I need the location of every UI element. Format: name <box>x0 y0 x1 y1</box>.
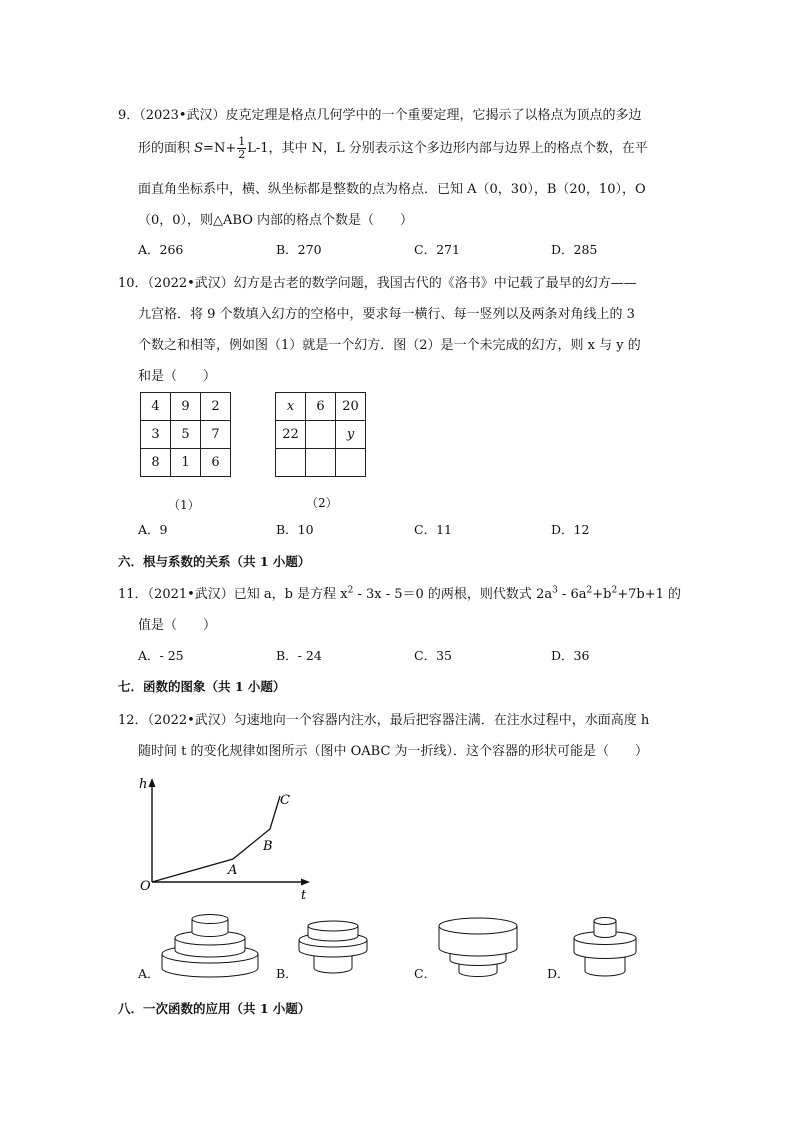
ms2-cell <box>276 449 306 477</box>
q11-option-a[interactable]: A．- 25 <box>138 648 184 663</box>
figure-caption-2: （2） <box>306 496 338 510</box>
ms1-cell: 9 <box>171 393 201 421</box>
q11-sup: 2 <box>347 585 354 596</box>
magic-square-2 <box>275 392 366 477</box>
label-t: t <box>301 888 307 903</box>
q11-text: - 6a <box>557 587 587 602</box>
q11-line-2: 值是（ ） <box>138 618 217 633</box>
ms1-cell: 3 <box>141 421 171 449</box>
ms1-cell: 5 <box>171 421 201 449</box>
q10-option-a[interactable]: A．9 <box>138 522 168 537</box>
t-axis-arrow-icon <box>301 879 310 886</box>
q9-option-a[interactable]: A．266 <box>138 242 184 257</box>
section-heading-8: 八．一次函数的应用（共 1 小题） <box>118 1001 311 1016</box>
q11-line-1 <box>118 583 681 602</box>
q9-line-2 <box>138 136 648 161</box>
fraction-one-half: $\frac{1}{2}$ <box>238 135 246 161</box>
q11-sup: 2 <box>611 585 618 596</box>
magic-square-1 <box>140 392 231 477</box>
q12-option-b[interactable]: B． <box>276 966 298 981</box>
label-c: C <box>280 793 290 808</box>
ms1-cell: 2 <box>201 393 231 421</box>
ms2-cell: 22 <box>276 421 306 449</box>
ms1-cell: 1 <box>171 449 201 477</box>
q11-option-d[interactable]: D．36 <box>551 648 590 663</box>
q9-line-3: 面直角坐标系中，横、纵坐标都是整数的点为格点．已知 A（0，30），B（20，10），O <box>138 182 646 197</box>
q10-line-1: 10．（2022•武汉）幻方是古老的数学问题，我国古代的《洛书》中记载了最早的幻方—— <box>118 276 637 291</box>
q9-text: =N+ <box>203 141 237 156</box>
q12-line-2: 随时间 t 的变化规律如图所示（图中 OABC 为一折线）．这个容器的形状可能是（ ） <box>138 744 649 759</box>
q12-option-d[interactable]: D． <box>547 966 570 981</box>
q9-text: 形的面积 <box>138 141 195 156</box>
q9-text: ，其中 N，L 分别表示这个多边形内部与边界上的格点个数，在平 <box>268 141 648 156</box>
q10-option-b[interactable]: B．10 <box>276 522 314 537</box>
ms1-cell: 7 <box>201 421 231 449</box>
ms2-cell <box>306 449 336 477</box>
h-axis-arrow-icon <box>149 778 156 787</box>
ms2-cell: 6 <box>306 393 336 421</box>
container-d-icon[interactable] <box>572 914 638 980</box>
q10-option-c[interactable]: C．11 <box>414 522 452 537</box>
q9-line-1: 9．（2023•武汉）皮克定理是格点几何学中的一个重要定理，它揭示了以格点为顶点的多边 <box>118 108 642 123</box>
polyline-oabc <box>152 796 280 882</box>
ms2-cell-x: x <box>276 393 306 421</box>
water-height-graph <box>130 768 330 904</box>
q11-text: 11．（2021•武汉）已知 a，b 是方程 x <box>118 587 348 602</box>
ms2-cell <box>306 421 336 449</box>
q11-text: +7b+1 的 <box>617 587 681 602</box>
ms2-cell <box>336 449 366 477</box>
q9-option-b[interactable]: B．270 <box>276 242 322 257</box>
q9-text: L-1 <box>247 141 269 156</box>
q11-text: - 3x - 5＝0 的两根，则代数式 2a <box>353 587 553 602</box>
container-b-icon[interactable] <box>296 918 370 980</box>
q10-option-d[interactable]: D．12 <box>551 522 590 537</box>
q10-line-2: 九宫格．将 9 个数填入幻方的空格中，要求每一横行、每一竖列以及两条对角线上的 3 <box>138 307 635 322</box>
q10-line-4: 和是（ ） <box>138 369 217 384</box>
q11-text: +b <box>592 587 612 602</box>
ms1-cell: 6 <box>201 449 231 477</box>
ms2-cell-y: y <box>336 421 366 449</box>
label-h: h <box>139 777 148 792</box>
label-a: A <box>228 863 238 878</box>
q11-sup: 3 <box>552 585 558 596</box>
ms1-cell: 8 <box>141 449 171 477</box>
q9-var-s: S <box>194 141 204 156</box>
ms1-cell: 4 <box>141 393 171 421</box>
q9-option-d[interactable]: D．285 <box>551 242 598 257</box>
ms2-cell: 20 <box>336 393 366 421</box>
section-heading-7: 七．函数的图象（共 1 小题） <box>118 679 286 694</box>
q9-option-c[interactable]: C．271 <box>414 242 460 257</box>
q12-option-a[interactable]: A． <box>138 966 160 981</box>
q12-line-1: 12．（2022•武汉）匀速地向一个容器内注水，最后把容器注满．在注水过程中，水面高度 h <box>118 713 650 728</box>
container-c-icon[interactable] <box>436 914 520 980</box>
figure-caption-1: （1） <box>168 498 200 512</box>
label-o: O <box>140 879 151 894</box>
container-a-icon[interactable] <box>158 912 262 980</box>
q10-line-3: 个数之和相等，例如图（1）就是一个幻方．图（2）是一个未完成的幻方，则 x 与 y 的 <box>138 338 641 353</box>
q12-option-c[interactable]: C． <box>414 966 437 981</box>
section-heading-6: 六．根与系数的关系（共 1 小题） <box>118 554 311 569</box>
q11-sup: 2 <box>586 585 593 596</box>
label-b: B <box>263 839 273 854</box>
q11-option-c[interactable]: C．35 <box>414 648 452 663</box>
q11-option-b[interactable]: B．- 24 <box>276 648 322 663</box>
q9-line-4: （0，0），则△ABO 内部的格点个数是（ ） <box>138 213 414 228</box>
